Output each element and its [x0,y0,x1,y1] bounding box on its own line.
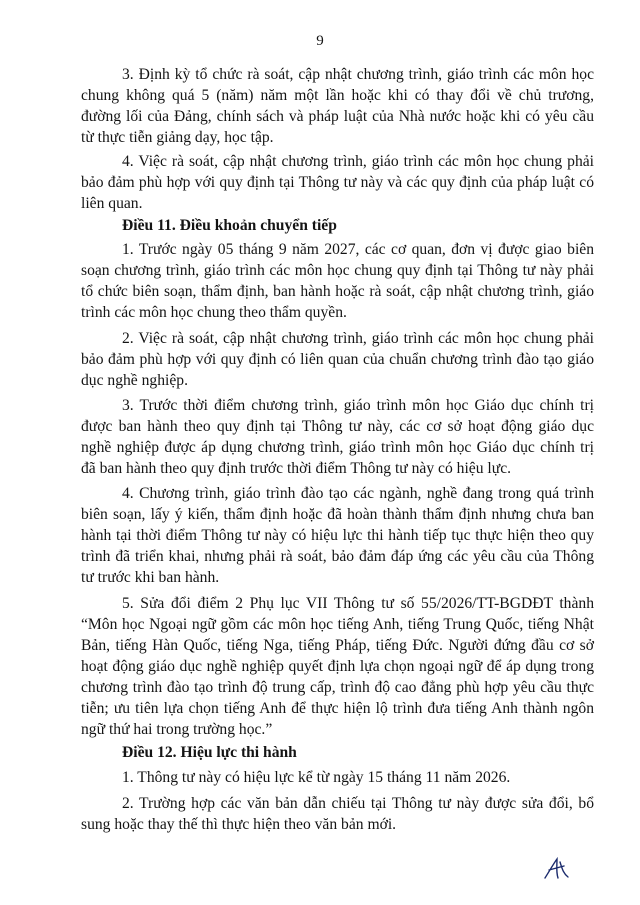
paragraph-line: hành tại thời điểm Thông tư này có hiệu lực thi hành tiếp tục thực hiện theo quy [81,527,594,544]
paragraph-line: đã ban hành theo quy định trước thời điểm Thông tư này có hiệu lực. [81,460,512,477]
paragraph-line: nghề nghiệp được áp dụng chương trình, giáo trình môn học Giáo dục chính trị [81,439,594,456]
paragraph-line: 4. Việc rà soát, cập nhật chương trình, giáo trình các môn học chung phải [122,153,594,170]
paragraph-line: chương trình đào tạo trình độ trung cấp, trình độ cao đẳng phù hợp yêu cầu thực [81,679,594,696]
paragraph-line: 3. Định kỳ tổ chức rà soát, cập nhật chương trình, giáo trình các môn học [122,66,594,83]
paragraph [81,793,594,835]
paragraph [81,767,594,788]
paragraph-line: trình đã triển khai, nhưng phải rà soát, bảo đảm đáp ứng các yêu cầu của Thông [81,548,594,565]
paragraph [81,64,594,148]
paragraph-line: 1. Thông tư này có hiệu lực kể từ ngày 15 tháng 11 năm 2026. [122,769,511,786]
paragraph-line: tiễn; ưu tiên lựa chọn tiếng Anh để thực hiện lộ trình đưa tiếng Anh thành ngôn [81,700,594,717]
paragraph-line: tư trước khi ban hành. [81,569,220,586]
paragraph-line: sung hoặc thay thế thì thực hiện theo văn bản mới. [81,816,397,833]
paragraph-line: đường lối của Đảng, chính sách và pháp luật của Nhà nước hoặc khi có yêu cầu [81,108,594,125]
paragraph-line: biên soạn, lấy ý kiến, thẩm định hoặc đã hoàn thành thẩm định nhưng chưa ban [81,506,594,523]
paragraph-line: 1. Trước ngày 05 tháng 9 năm 2027, các cơ quan, đơn vị được giao biên [122,241,594,258]
page-number: 9 [316,33,324,49]
initial-signature [542,856,572,882]
article-heading-text: Điều 12. Hiệu lực thi hành [122,744,297,761]
paragraph-line: chung không quá 5 (năm) năm một lần hoặc khi có thay đổi về chủ trương, [81,87,594,104]
article-heading [81,742,594,763]
paragraph-line: ngữ thứ hai trong trường học.” [81,721,273,738]
article-heading-text: Điều 11. Điều khoản chuyển tiếp [122,217,337,234]
paragraph-line: bảo đảm phù hợp với quy định có liên quan của chuẩn chương trình đào tạo giáo [81,351,594,368]
paragraph-line: 3. Trước thời điểm chương trình, giáo trình môn học Giáo dục chính trị [122,397,594,414]
paragraph [81,483,594,588]
paragraph-line: từ thực tiễn giảng dạy, học tập. [81,129,274,146]
paragraph-line: hoạt động giáo dục nghề nghiệp quyết định lựa chọn ngoại ngữ để áp dụng trong [81,658,594,675]
paragraph-line: dục nghề nghiệp. [81,372,188,389]
paragraph-line: tổ chức biên soạn, thẩm định, ban hành hoặc rà soát, cập nhật chương trình, giáo [81,283,594,300]
paragraph-line: được ban hành theo quy định tại Thông tư này, các cơ sở hoạt động giáo dục [81,418,594,435]
paragraph-line: 2. Việc rà soát, cập nhật chương trình, giáo trình các môn học chung phải [122,330,594,347]
paragraph-line: bảo đảm phù hợp với quy định tại Thông tư này và các quy định của pháp luật có [81,174,594,191]
article-heading [81,215,594,236]
paragraph [81,593,594,740]
paragraph-line: Bản, tiếng Hàn Quốc, tiếng Nga, tiếng Pháp, tiếng Đức. Người đứng đầu cơ sở [81,637,594,654]
paragraph-line: liên quan. [81,195,143,212]
paragraph-line: 5. Sửa đổi điểm 2 Phụ lục VII Thông tư số 55/2026/TT-BGDĐT thành [122,595,594,612]
paragraph [81,328,594,391]
paragraph [81,239,594,323]
paragraph-line: soạn chương trình, giáo trình các môn học chung quy định tại Thông tư này phải [81,262,594,279]
paragraph-line: “Môn học Ngoại ngữ gồm các môn học tiếng Anh, tiếng Trung Quốc, tiếng Nhật [81,616,594,633]
paragraph [81,151,594,214]
paragraph [81,395,594,479]
paragraph-line: trình các môn học chung theo thẩm quyền. [81,304,347,321]
paragraph-line: 2. Trường hợp các văn bản dẫn chiếu tại Thông tư này được sửa đổi, bổ [122,795,594,812]
paragraph-line: 4. Chương trình, giáo trình đào tạo các ngành, nghề đang trong quá trình [122,485,594,502]
